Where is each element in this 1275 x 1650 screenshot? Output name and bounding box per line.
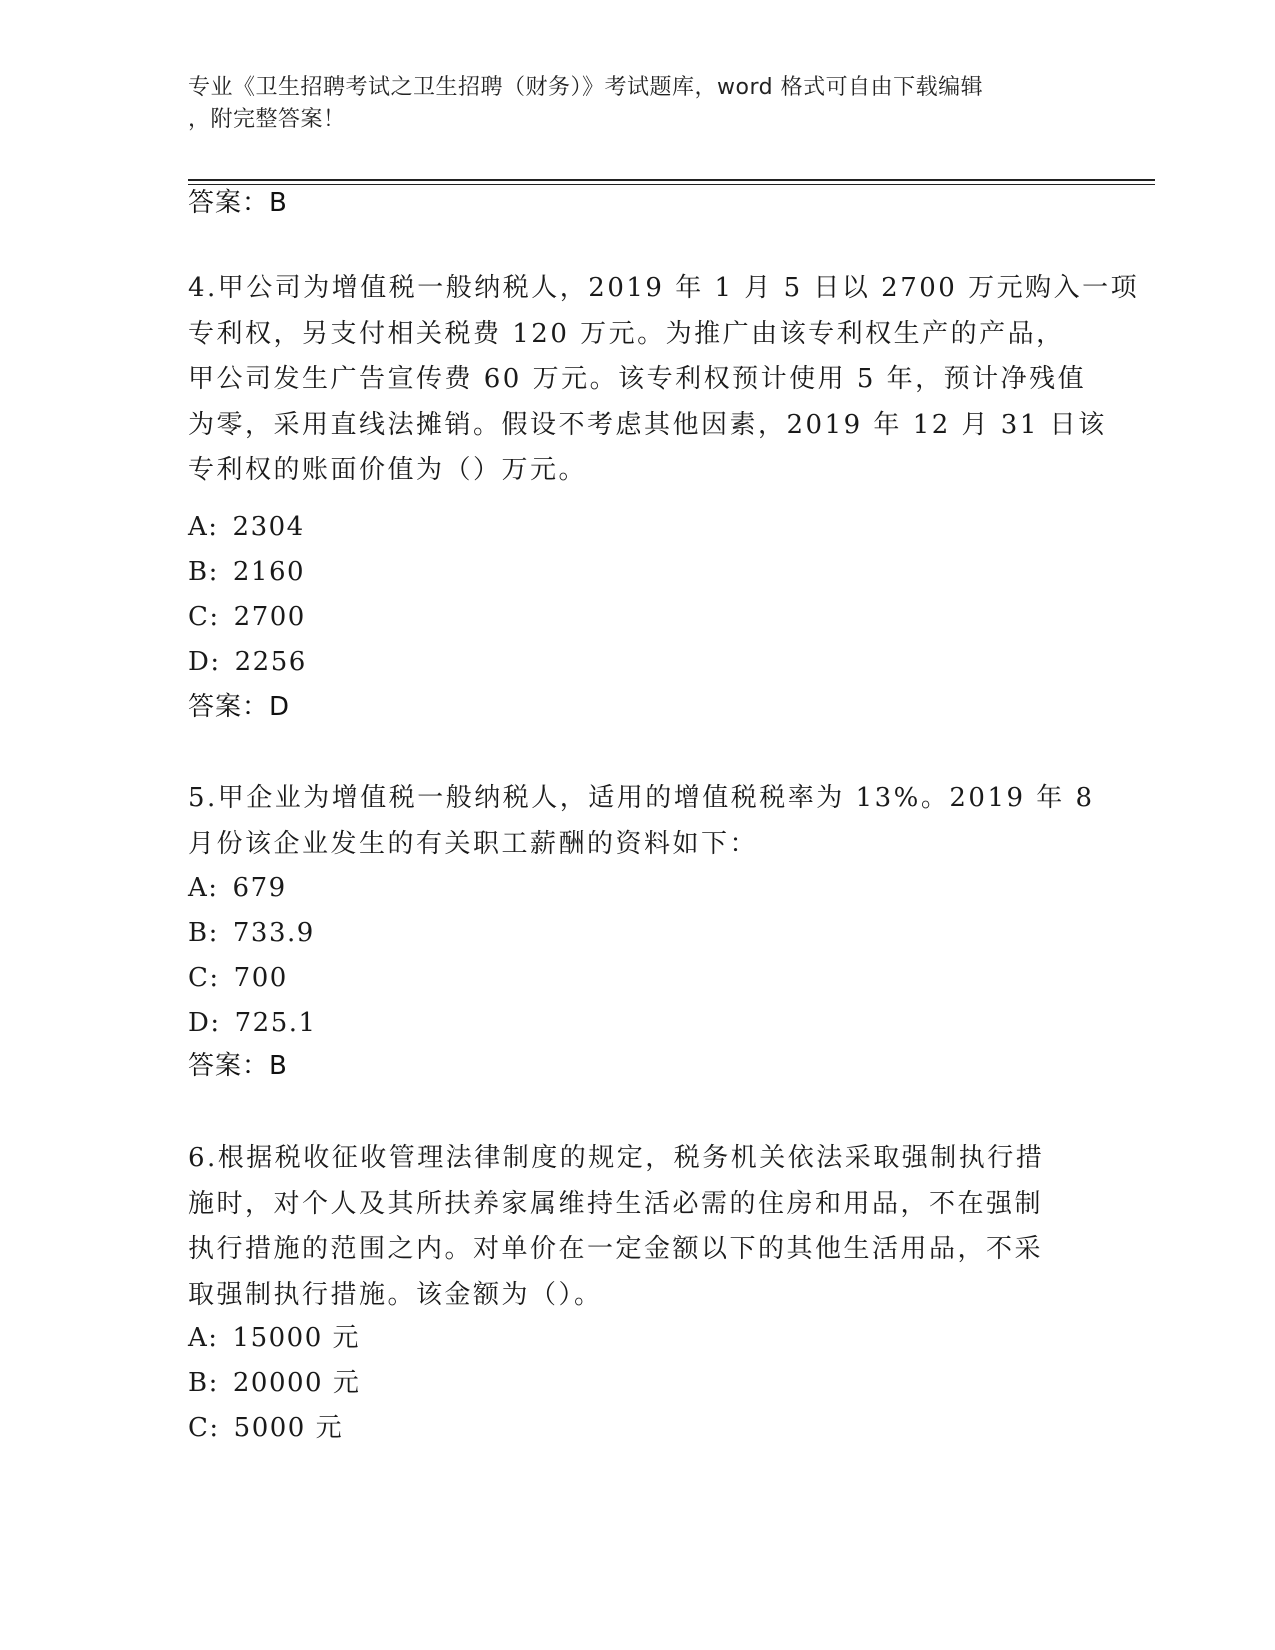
option-text: 2304 [232, 512, 305, 542]
question-6-text [188, 1136, 1088, 1318]
option-text: 2256 [234, 647, 307, 677]
header-line-2: ，附完整答案！ [188, 107, 346, 132]
question-6-line: 施时，对个人及其所扶养家属维持生活必需的住房和用品，不在强制 [188, 1188, 1044, 1219]
question-4-option-d [188, 645, 307, 679]
option-letter: C: [188, 963, 220, 993]
option-text: 20000 元 [232, 1368, 361, 1398]
question-5-line: 5.甲企业为增值税一般纳税人，适用的增值税税率为 13%。2019 年 8 [188, 783, 1095, 813]
question-4-line: 4.甲公司为增值税一般纳税人，2019 年 1 月 5 日以 2700 万元购入一项 [188, 273, 1140, 303]
question-5-option-a [188, 871, 287, 905]
option-text: 15000 元 [232, 1323, 361, 1353]
option-letter: B: [188, 918, 219, 948]
question-6-option-b [188, 1366, 360, 1400]
option-text: 700 [233, 963, 288, 993]
document-header [188, 72, 1088, 136]
question-4-line: 甲公司发生广告宣传费 60 万元。该专利权预计使用 5 年，预计净残值 [188, 364, 1087, 394]
option-letter: B: [188, 1368, 219, 1398]
question-4-line: 专利权的账面价值为（）万元。 [188, 455, 588, 485]
option-letter: A: [188, 512, 219, 542]
question-4-answer: 答案：D [188, 692, 291, 722]
header-line-1: 专业《卫生招聘考试之卫生招聘（财务）》考试题库，word 格式可自由下载编辑 [188, 75, 984, 100]
question-4-option-b [188, 555, 305, 589]
question-4-option-a [188, 510, 305, 544]
question-6-option-c [188, 1411, 343, 1445]
option-text: 2160 [232, 557, 306, 587]
question-4-line: 专利权，另支付相关税费 120 万元。为推广由该专利权生产的产品， [188, 318, 1065, 349]
question-5-option-b [188, 916, 315, 950]
option-letter: A: [188, 1323, 219, 1353]
question-4-option-c [188, 600, 306, 634]
question-6-line: 取强制执行措施。该金额为（）。 [188, 1279, 603, 1310]
previous-answer: 答案：B [188, 188, 288, 218]
option-text: 679 [232, 873, 287, 903]
option-letter: C: [188, 602, 220, 632]
option-text: 725.1 [234, 1008, 317, 1038]
option-letter: B: [188, 557, 219, 587]
option-letter: D: [188, 1008, 221, 1038]
option-text: 733.9 [232, 918, 315, 948]
question-6-option-a [188, 1321, 360, 1355]
question-5-answer: 答案：B [188, 1051, 288, 1081]
question-4-line: 为零，采用直线法摊销。假设不考虑其他因素，2019 年 12 月 31 日该 [188, 409, 1107, 440]
question-6-line: 6.根据税收征收管理法律制度的规定，税务机关依法采取强制执行措 [188, 1143, 1045, 1173]
option-letter: C: [188, 1413, 220, 1443]
option-text: 5000 元 [233, 1413, 344, 1443]
header-divider-thick [188, 179, 1155, 181]
question-5-option-c [188, 961, 288, 995]
option-letter: D: [188, 647, 221, 677]
question-5-text [188, 776, 1095, 867]
question-6-line: 执行措施的范围之内。对单价在一定金额以下的其他生活用品，不采 [188, 1234, 1044, 1264]
question-5-option-d [188, 1006, 317, 1040]
header-divider-thin [188, 184, 1155, 185]
question-4-text [188, 266, 1140, 494]
option-text: 2700 [233, 602, 306, 632]
question-5-line: 月份该企业发生的有关职工薪酬的资料如下： [188, 828, 759, 859]
option-letter: A: [188, 873, 219, 903]
